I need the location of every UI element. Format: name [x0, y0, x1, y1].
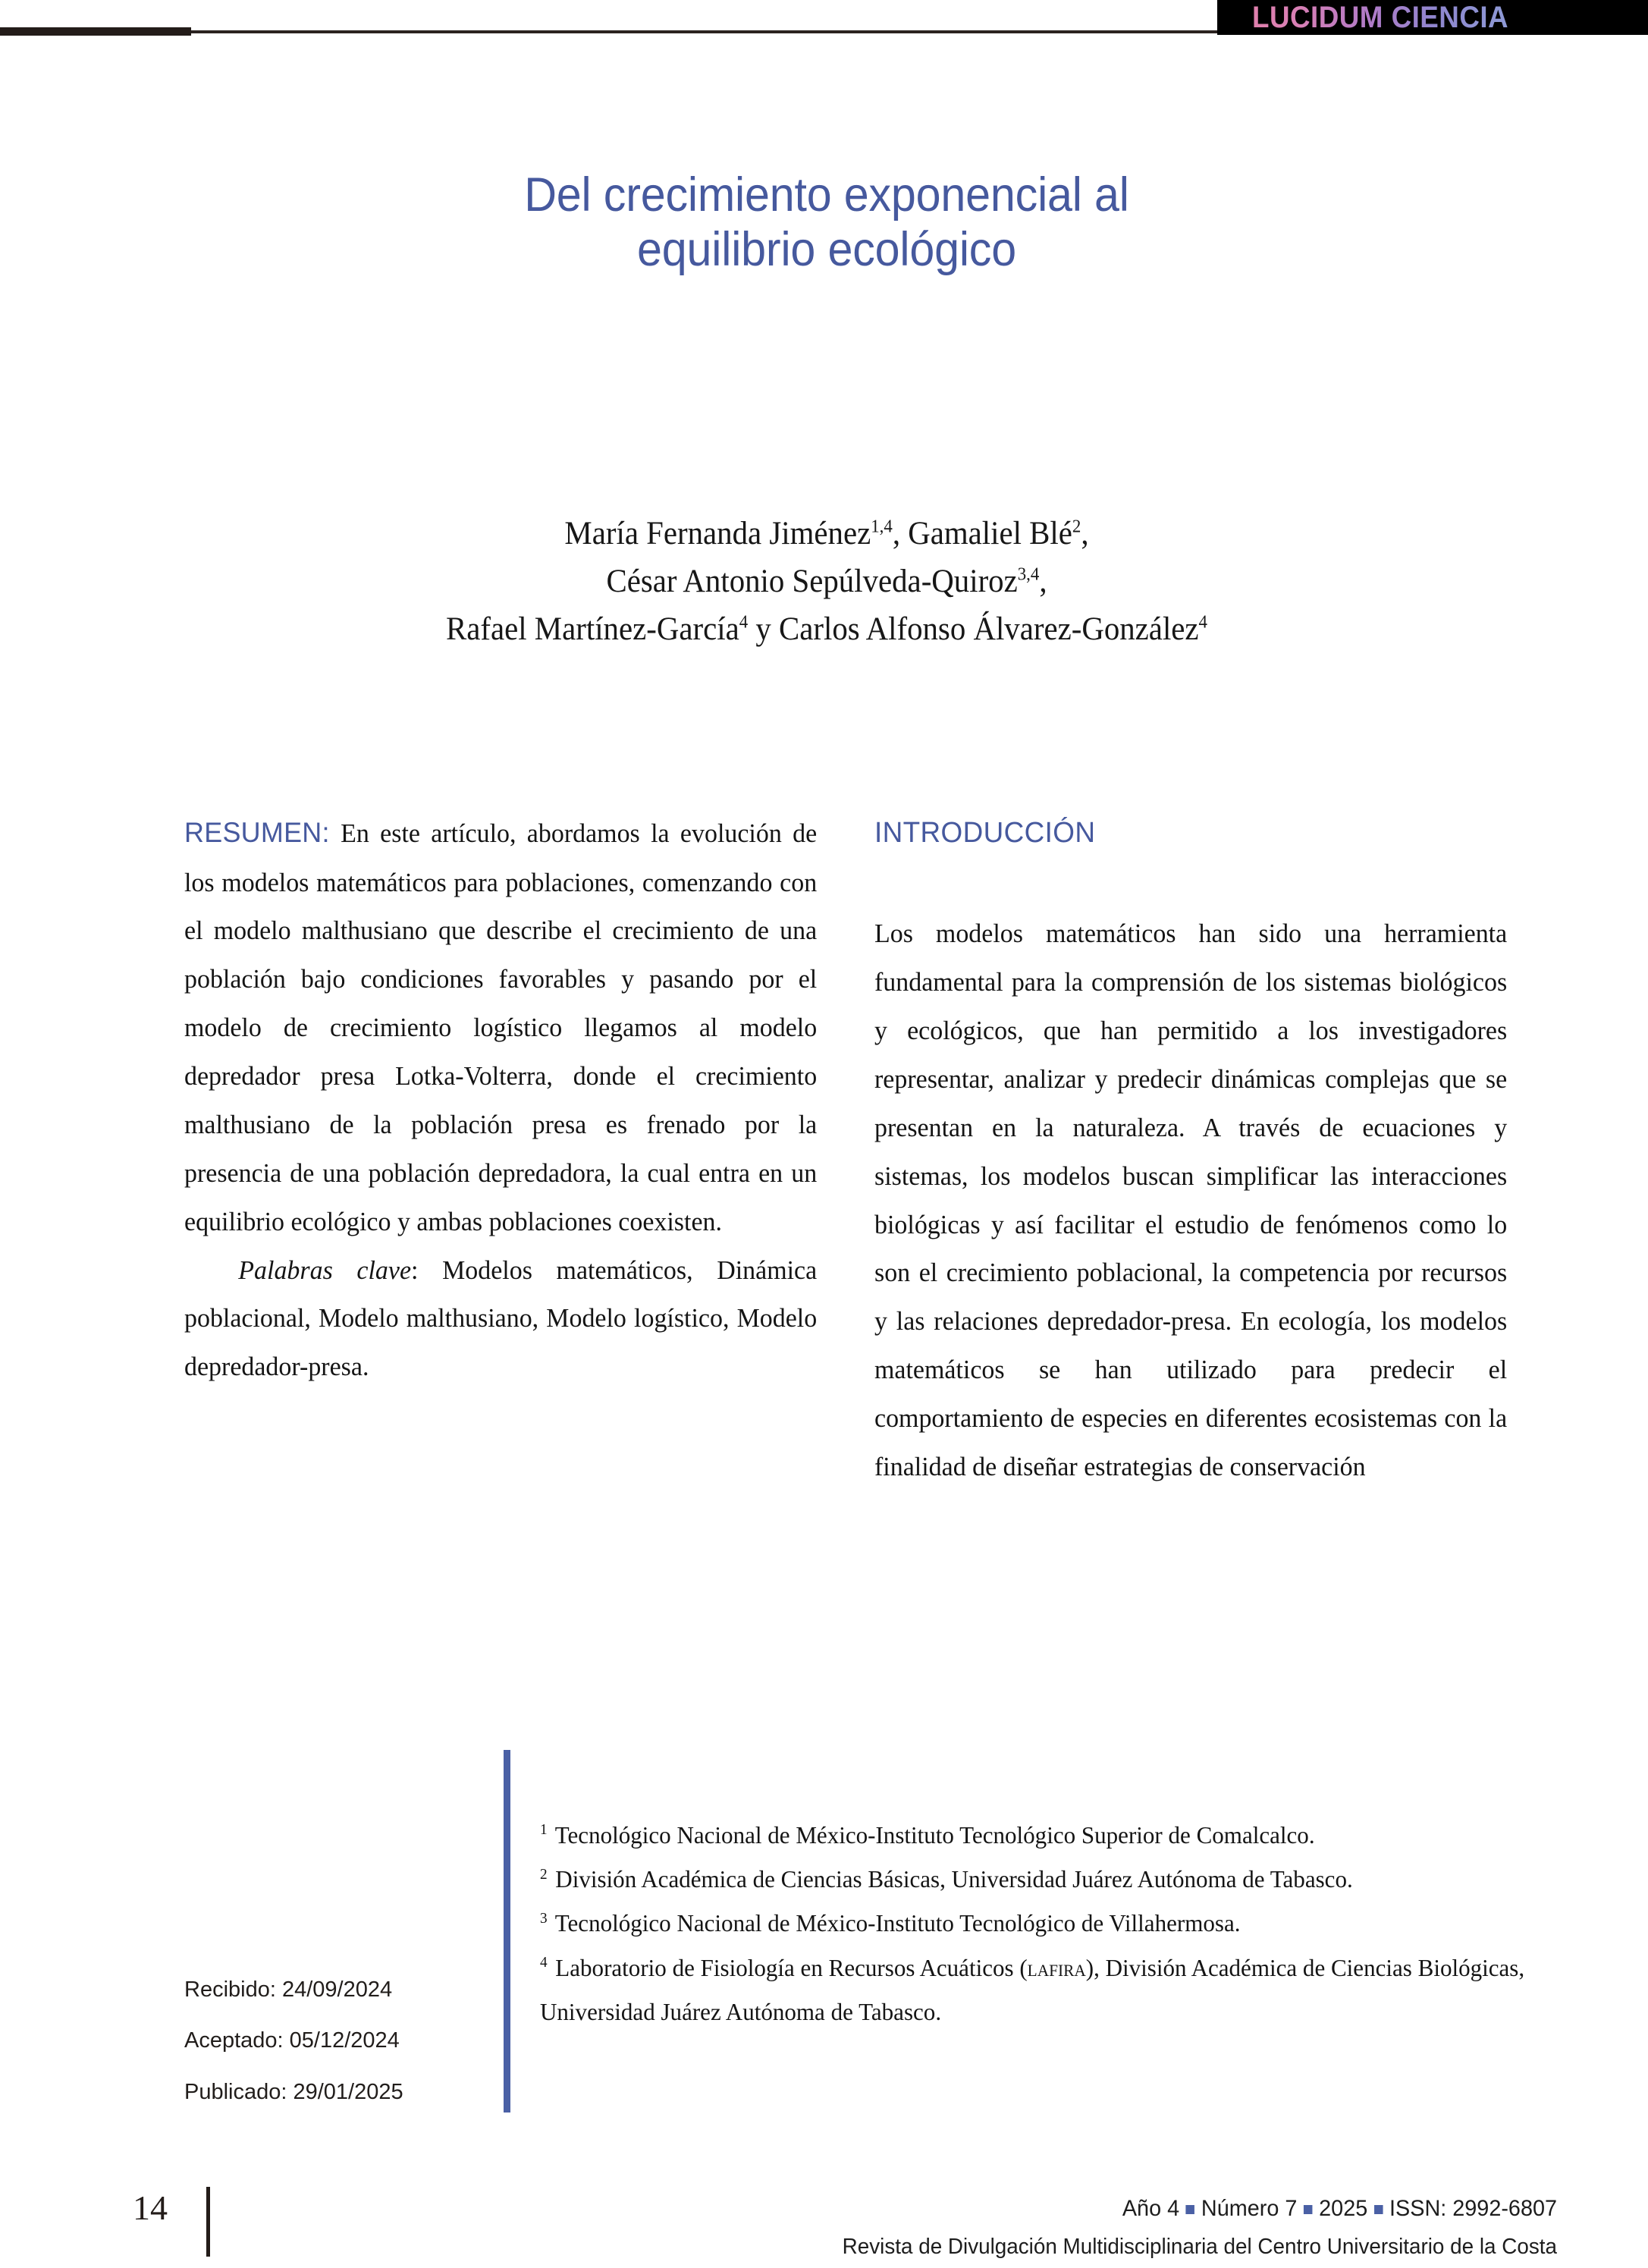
footnote-item: [540, 1813, 1532, 1857]
introduction-column: [874, 807, 1507, 1491]
article-title-line-2: equilibrio ecológico: [637, 222, 1016, 276]
author-conjunction: y: [748, 611, 780, 648]
keywords-paragraph: [184, 1246, 817, 1392]
footer-tagline: Revista de Divulgación Multidisciplinaria del Centro Universitario de la Costa: [842, 2234, 1557, 2259]
footnote-item: [540, 1901, 1532, 1945]
date-accepted: Aceptado: 05/12/2024: [184, 2028, 400, 2053]
author-line-1: [215, 510, 1439, 558]
footnote-text: Tecnológico Nacional de México-Instituto Tecnológico Superior de Comalcalco.: [549, 1821, 1315, 1849]
footnote-text: Laboratorio de Fisiología en Recursos Acuáticos (: [549, 1953, 1028, 1981]
abstract-paragraph: [184, 807, 817, 1246]
page-number: 14: [133, 2188, 168, 2227]
author-line-3: [215, 605, 1439, 653]
author-affiliation-marker: 2: [1072, 517, 1081, 537]
footer-issn: ISSN: 2992-6807: [1389, 2196, 1557, 2221]
keywords-text: : Modelos matemáticos, Dinámica poblacional, Modelo malthusiano, Modelo logístico, Modelo depredador-presa.: [184, 1255, 818, 1382]
square-separator-icon: [1186, 2205, 1195, 2214]
square-separator-icon: [1304, 2205, 1313, 2214]
author-trailing-comma: ,: [1039, 564, 1047, 600]
footnote-text: Tecnológico Nacional de México-Instituto Tecnológico de Villahermosa.: [549, 1909, 1241, 1937]
author-separator: ,: [892, 516, 909, 551]
author-line-2: [215, 558, 1439, 605]
journal-brand-logo: LUCIDUM CIENCIA: [1252, 1, 1509, 34]
footer-date: 2025: [1319, 2196, 1368, 2221]
affiliation-footnotes: [540, 1813, 1532, 2034]
introduction-paragraph: Los modelos matemáticos han sido una herramienta fundamental para la comprensión de los sistemas biológicos y ecológicos, que han permitido a los investigadores representar, analizar y predecir dinámicas complejas que se presentan en la naturaleza. A través de ecuaciones y sistemas, los modelos buscan simplificar las interacciones biológicas y así facilitar el estudio de fenómenos como lo son el crecimiento poblacional, la competencia por recursos y las relaciones depredador-presa. En ecología, los modelos matemáticos se han utilizado para predecir el comportamiento de especies en diferentes ecosistemas con la finalidad de diseñar estrategias de conservación: [874, 919, 1508, 1481]
publication-dates: [184, 1965, 480, 2118]
footnote-acronym: lafira: [1027, 1953, 1086, 1981]
footnote-text: ), División Académica de Ciencias Biológicas, Universidad Juárez Autónoma de Tabasco.: [540, 1953, 1525, 2025]
square-separator-icon: [1374, 2205, 1383, 2214]
footnote-item: [540, 1857, 1532, 1901]
author-name: César Antonio Sepúlveda-Quiroz: [606, 564, 1018, 600]
author-name: Gamaliel Blé: [908, 516, 1072, 551]
footnote-text: División Académica de Ciencias Básicas, Universidad Juárez Autónoma de Tabasco.: [549, 1865, 1353, 1893]
footnote-item: [540, 1946, 1532, 2034]
author-list: [215, 510, 1439, 654]
author-name: María Fernanda Jiménez: [564, 516, 871, 551]
masthead-rule-thick: [0, 27, 191, 36]
author-trailing-comma: ,: [1081, 516, 1089, 551]
author-affiliation-marker: 4: [1198, 613, 1208, 633]
footer-issue-line: [465, 2189, 1557, 2229]
author-affiliation-marker: 1,4: [871, 517, 893, 537]
footer-divider: [206, 2187, 210, 2257]
abstract-heading: RESUMEN:: [184, 817, 330, 848]
footnote-marker: 2: [540, 1865, 548, 1883]
footer-year: Año 4: [1122, 2196, 1180, 2221]
footer-metadata: [465, 2189, 1557, 2266]
author-name: Carlos Alfonso Álvarez-González: [779, 611, 1199, 648]
article-title-line-1: Del crecimiento exponencial al: [524, 168, 1129, 221]
date-received: Recibido: 24/09/2024: [184, 1977, 393, 2002]
footnote-marker: 4: [540, 1954, 548, 1971]
footnote-marker: 3: [540, 1909, 548, 1927]
author-affiliation-marker: 3,4: [1017, 564, 1040, 585]
footnote-marker: 1: [540, 1821, 548, 1839]
introduction-heading: INTRODUCCIÓN: [874, 817, 1096, 849]
footer-issue: Número 7: [1201, 2196, 1298, 2221]
keywords-label: Palabras clave: [238, 1255, 412, 1285]
footnote-accent-rule: [504, 1750, 510, 2113]
date-published: Publicado: 29/01/2025: [184, 2079, 403, 2104]
masthead-banner: [1217, 0, 1648, 35]
abstract-body: En este artículo, abordamos la evolución de los modelos matemáticos para poblaciones, comenzando con el modelo malthusiano que describe el crecimiento de una población bajo condiciones favorables y pasando por el modelo de crecimiento logístico llegamos al modelo depredador presa Lotka-Volterra, donde el crecimiento malthusiano de la población presa es frenado por la presencia de una población depredadora, la cual entra en un equilibrio ecológico y ambas poblaciones coexisten.: [184, 818, 818, 1236]
page-title: [221, 168, 1433, 278]
abstract-column: [184, 807, 817, 1391]
author-name: Rafael Martínez-García: [445, 611, 739, 648]
author-affiliation-marker: 4: [739, 613, 749, 633]
